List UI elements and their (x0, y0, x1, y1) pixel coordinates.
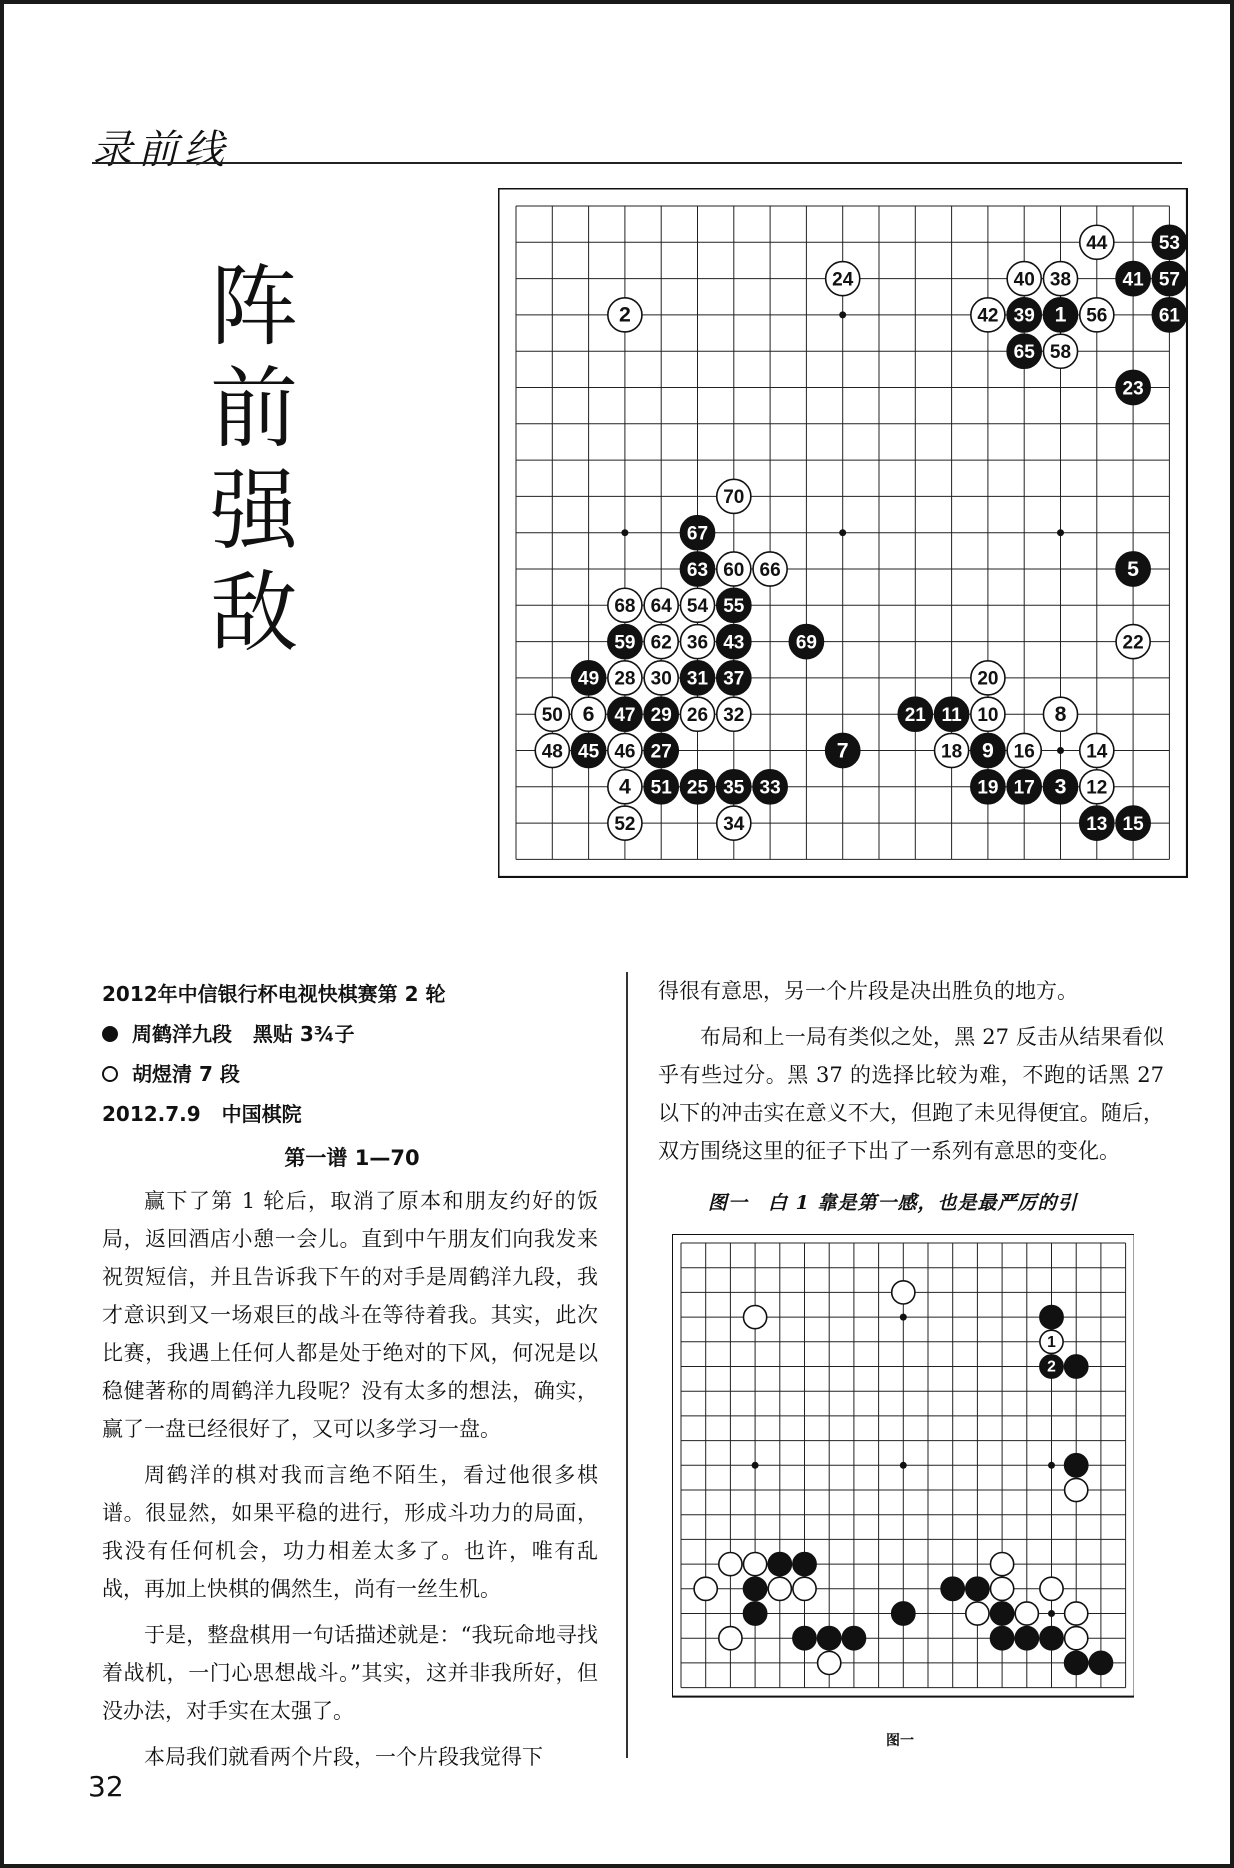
move-number: 1 (1054, 302, 1067, 327)
move-number: 3 (1054, 774, 1067, 799)
move-number: 15 (1122, 813, 1144, 835)
move-number: 5 (1127, 556, 1140, 581)
white-stone (1065, 1602, 1088, 1625)
white-stone (966, 1602, 989, 1625)
game-venue: 中国棋院 (221, 1102, 302, 1126)
white-player-line (102, 1054, 602, 1094)
black-stone (1065, 1355, 1088, 1378)
event-name: 2012年中信银行杯电视快棋赛第 2 轮 (102, 982, 446, 1006)
page-number: 32 (88, 1770, 124, 1803)
black-player-line (102, 1014, 602, 1054)
star-point (839, 311, 846, 318)
white-stone (743, 1305, 766, 1328)
black-stone (1065, 1454, 1088, 1477)
figure-caption: 图一 白 1 靠是第一感，也是最严厉的引 (708, 1192, 1078, 1214)
move-number: 7 (836, 738, 849, 763)
move-number: 17 (1013, 777, 1035, 799)
column-divider (626, 972, 628, 1758)
paragraph: 赢下了第 1 轮后，取消了原本和朋友约好的饭局，返回酒店小憩一会儿。直到中午朋友们向我发来祝贺短信，并且告诉我下午的对手是周鹤洋九段，我才意识到又一场艰巨的战斗在等待着我。其实，此次比赛，我遇上任何人都是处于绝对的下风，何况是以稳健著称的周鹤洋九段呢？没有太多的想法，确实，赢了一盘已经很好了，又可以多学习一盘。 (102, 1189, 598, 1441)
black-stone (1015, 1627, 1038, 1650)
move-number: 24 (832, 269, 854, 291)
komi: 黑贴 3¾子 (252, 1022, 355, 1046)
black-stone (743, 1602, 766, 1625)
move-number: 41 (1122, 269, 1144, 291)
move-number: 44 (1086, 233, 1108, 255)
date-venue-line (102, 1094, 602, 1134)
move-number: 54 (686, 596, 709, 618)
move-number: 52 (614, 813, 636, 835)
move-number: 23 (1122, 378, 1144, 400)
move-number: 26 (686, 705, 709, 727)
move-number: 9 (981, 738, 994, 763)
move-number: 50 (541, 705, 563, 727)
black-stone (743, 1577, 766, 1600)
white-stone (990, 1552, 1013, 1575)
move-number: 57 (1158, 269, 1180, 291)
article-title (210, 256, 310, 664)
title-char: 前 (210, 357, 299, 460)
star-point (1048, 1462, 1055, 1469)
move-number: 34 (723, 813, 745, 835)
paragraph: 布局和上一局有类似之处，黑 27 反击从结果看似乎有些过分。黑 37 的选择比较为难，不跑的话黑 27 以下的冲击实在意义不大，但跑了未见得便宜。随后，双方围绕这里的征子下出了一系列有意思的变化。 (658, 1025, 1164, 1163)
right-column-text (658, 972, 1164, 1178)
move-number: 69 (795, 632, 817, 654)
move-number: 53 (1158, 233, 1180, 255)
black-stone (1040, 1627, 1063, 1650)
move-number: 63 (686, 559, 709, 581)
black-stone (793, 1552, 816, 1575)
black-stone (1065, 1651, 1088, 1674)
move-number: 56 (1086, 305, 1108, 327)
white-stone (1015, 1602, 1038, 1625)
move-number: 19 (977, 777, 999, 799)
move-number: 37 (723, 668, 745, 690)
white-stone (892, 1281, 915, 1304)
section-title: 录前线 (92, 127, 230, 173)
white-stone (768, 1577, 791, 1600)
star-point (752, 1462, 759, 1469)
move-number: 45 (578, 741, 600, 763)
move-number: 59 (614, 632, 636, 654)
move-number: 35 (723, 777, 745, 799)
move-number: 21 (904, 705, 926, 727)
move-number: 40 (1013, 269, 1035, 291)
star-point (621, 529, 628, 536)
move-number: 2 (618, 302, 631, 327)
black-stone (892, 1602, 915, 1625)
move-number: 42 (977, 305, 999, 327)
move-number: 16 (1013, 741, 1035, 763)
black-stone (1040, 1305, 1063, 1328)
move-number: 70 (723, 487, 745, 509)
game-record-board (498, 188, 1188, 878)
move-number: 43 (723, 632, 745, 654)
move-number: 14 (1086, 741, 1108, 763)
white-stone-icon (102, 1066, 118, 1082)
move-number: 10 (977, 705, 999, 727)
header-rule (92, 162, 1182, 164)
game-info (102, 974, 602, 1134)
black-stone (818, 1627, 841, 1650)
move-number: 27 (650, 741, 672, 763)
move-number: 61 (1158, 305, 1180, 327)
white-stone (818, 1651, 841, 1674)
move-number: 18 (941, 741, 963, 763)
move-number: 29 (650, 705, 672, 727)
left-column-text (102, 1182, 598, 1784)
move-number: 36 (686, 632, 709, 654)
paragraph: 周鹤洋的棋对我而言绝不陌生，看过他很多棋谱。很显然，如果平稳的进行，形成斗功力的局面，我没有任何机会，功力相差太多了。也许，唯有乱战，再加上快棋的偶然生，尚有一丝生机。 (102, 1463, 598, 1601)
star-point (900, 1314, 907, 1321)
move-number: 65 (1013, 342, 1035, 364)
move-number: 60 (723, 559, 745, 581)
move-number: 66 (759, 559, 781, 581)
black-stone (793, 1627, 816, 1650)
paragraph: 于是，整盘棋用一句话描述就是：“我玩命地寻找着战机，一门心思想战斗。”其实，这并非我所好，但没办法，对手实在太强了。 (102, 1623, 598, 1723)
white-stone (719, 1552, 742, 1575)
white-stone (1065, 1627, 1088, 1650)
move-number: 1 (1047, 1333, 1056, 1351)
move-number: 13 (1086, 813, 1108, 835)
title-char: 敌 (210, 561, 299, 664)
move-number: 48 (541, 741, 563, 763)
move-number: 62 (650, 632, 672, 654)
black-stone (941, 1577, 964, 1600)
title-char: 阵 (210, 255, 299, 358)
black-stone-icon (102, 1026, 118, 1042)
move-number: 46 (614, 741, 636, 763)
move-number: 28 (614, 668, 636, 690)
move-number: 39 (1013, 305, 1035, 327)
star-point (1057, 747, 1064, 754)
move-number: 68 (614, 596, 636, 618)
figure-label: 图一 (886, 1733, 914, 1749)
white-stone (719, 1627, 742, 1650)
record-heading: 第一谱 1—70 (284, 1146, 420, 1170)
black-stone (842, 1627, 865, 1650)
star-point (839, 529, 846, 536)
move-number: 2 (1047, 1358, 1056, 1376)
move-number: 38 (1049, 269, 1072, 291)
move-number: 55 (723, 596, 745, 618)
move-number: 20 (977, 668, 999, 690)
black-stone (990, 1627, 1013, 1650)
black-stone (768, 1552, 791, 1575)
move-number: 31 (686, 668, 709, 690)
white-player: 胡煜清 7 段 (132, 1062, 240, 1086)
move-number: 58 (1049, 342, 1072, 364)
title-char: 强 (210, 459, 299, 562)
white-stone (694, 1577, 717, 1600)
move-number: 6 (582, 702, 595, 727)
game-date: 2012.7.9 (102, 1102, 201, 1126)
white-stone (990, 1577, 1013, 1600)
star-point (900, 1462, 907, 1469)
move-number: 64 (650, 596, 672, 618)
paragraph: 本局我们就看两个片段，一个片段我觉得下 (144, 1745, 543, 1769)
white-stone (743, 1552, 766, 1575)
move-number: 25 (686, 777, 709, 799)
black-stone (990, 1602, 1013, 1625)
move-number: 11 (941, 705, 962, 727)
move-number: 4 (618, 774, 631, 799)
move-number: 30 (650, 668, 672, 690)
move-number: 12 (1086, 777, 1108, 799)
black-stone (1089, 1651, 1112, 1674)
move-number: 22 (1122, 632, 1144, 654)
move-number: 32 (723, 705, 745, 727)
move-number: 51 (650, 777, 672, 799)
figure-board (672, 1234, 1134, 1700)
move-number: 33 (759, 777, 781, 799)
move-number: 49 (578, 668, 600, 690)
star-point (1048, 1610, 1055, 1617)
black-stone (966, 1577, 989, 1600)
black-player: 周鹤洋九段 (132, 1022, 232, 1046)
star-point (1057, 529, 1064, 536)
white-stone (793, 1577, 816, 1600)
move-number: 47 (614, 705, 636, 727)
white-stone (1040, 1577, 1063, 1600)
paragraph-continuation: 得很有意思，另一个片段是决出胜负的地方。 (658, 979, 1078, 1003)
white-stone (1065, 1478, 1088, 1501)
move-number: 8 (1054, 702, 1067, 727)
move-number: 67 (686, 523, 709, 545)
